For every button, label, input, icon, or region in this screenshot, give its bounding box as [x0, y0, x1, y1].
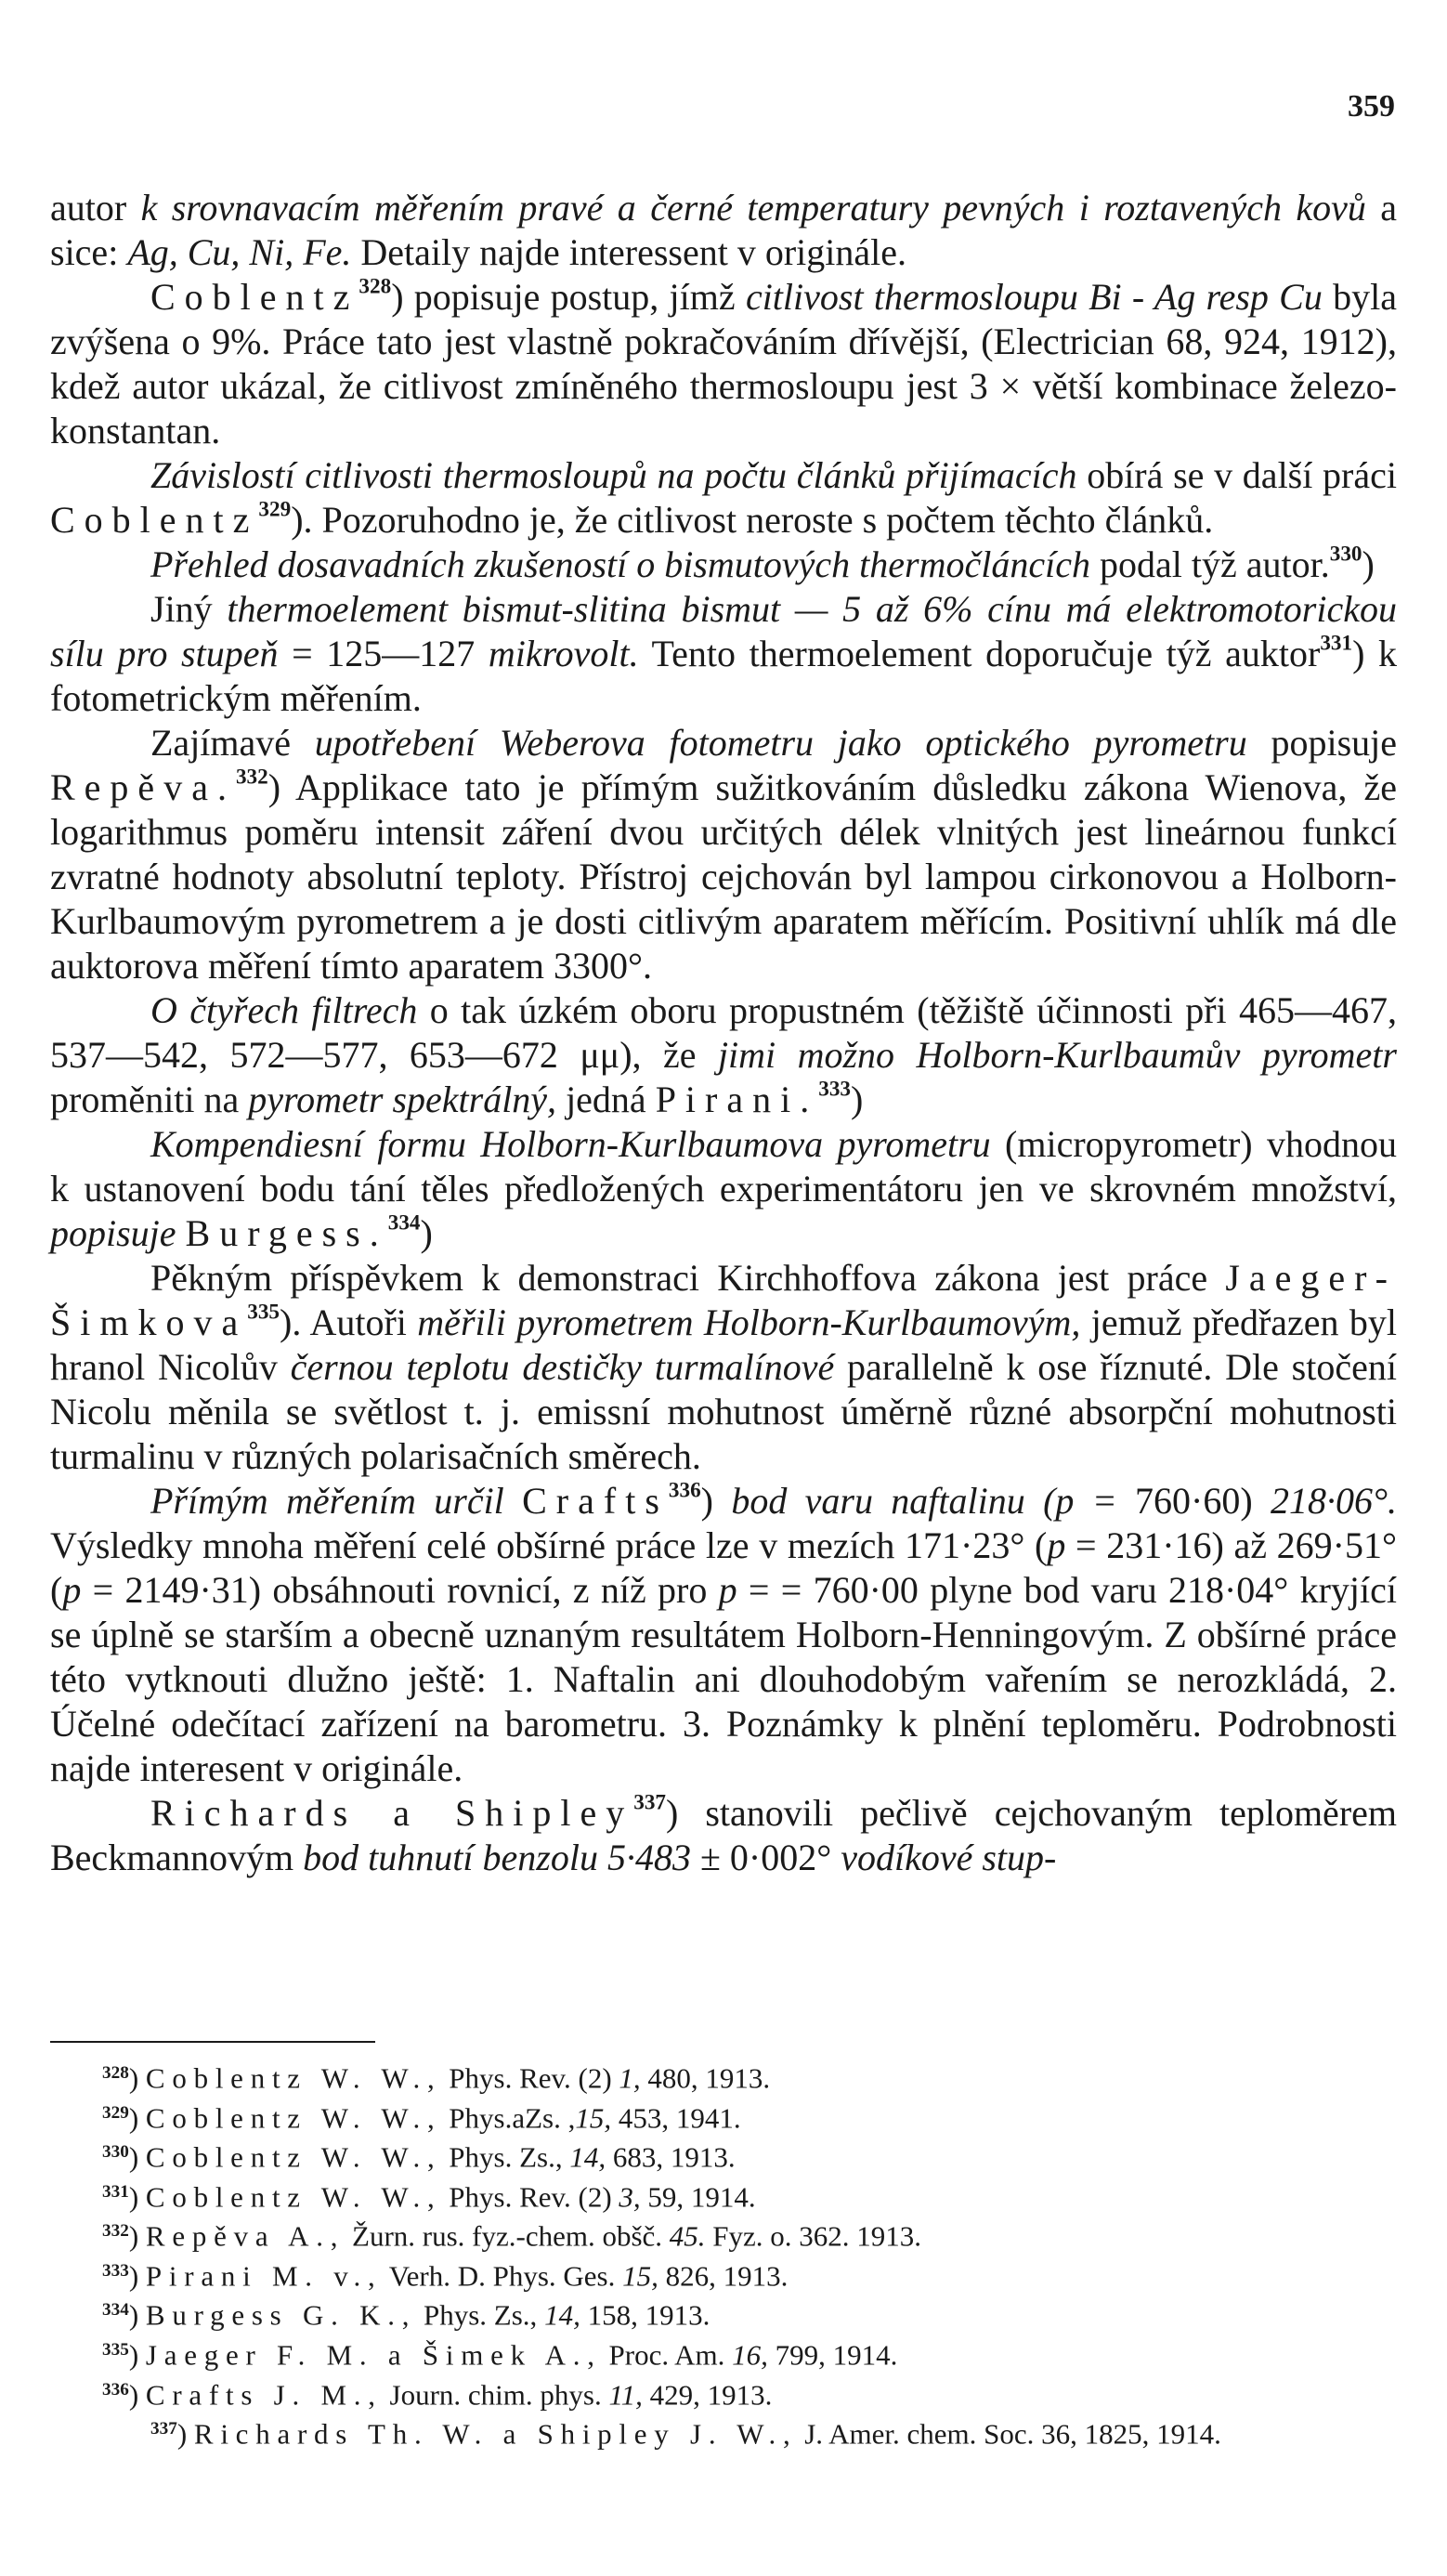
text-run: podal týž autor.: [1090, 543, 1330, 585]
footnote-number: 330: [102, 2142, 129, 2163]
text-run: ): [851, 1079, 864, 1120]
paragraph: [50, 1122, 1397, 1256]
footnote-paren: ): [128, 2298, 146, 2332]
footnote: [50, 2135, 1397, 2175]
footnote-reference: 799, 1914.: [767, 2338, 898, 2372]
paragraph: [50, 543, 1397, 587]
footnote-author: Richards Th. W. a Shipley J. W.,: [193, 2417, 798, 2451]
footnote-reference: Proc. Am.: [601, 2338, 733, 2372]
footnote-author: Burgess G. K.,: [145, 2298, 417, 2332]
text-run: pyrometr spektrálný,: [248, 1079, 557, 1120]
text-run: byla zvýšena o 9%. Práce tato jest vlastně pokračováním dřívější, (Electrician 68, 924, 1912), kdež autor ukázal, že citlivost zmíněného thermosloupu jest 3 × větší kombinace železo-konstantan.: [50, 276, 1397, 451]
paragraph: [50, 275, 1397, 453]
text-run: ± 0·002°: [690, 1837, 841, 1878]
footnote-reference: 59, 1914.: [640, 2180, 756, 2214]
text-run: ) k fotometrickým měřením.: [50, 633, 1398, 719]
footnote-reference: 480, 1913.: [640, 2061, 771, 2095]
text-run: = 2149·31) obsáhnouti rovnicí, z níž pro: [81, 1569, 719, 1611]
text-run: Ag, Cu, Ni, Fe.: [127, 231, 352, 273]
text-run: [504, 1480, 522, 1522]
footnote: [50, 2214, 1397, 2254]
paragraph: [50, 1479, 1397, 1791]
text-run: ) Applikace tato je přímým sužitkováním důsledku zákona Wienova, že logarithmus poměru intensit záření dvou určitých délek vlnitých jest lineárnou funkcí zvratné hodnoty absolutní teploty. Přístroj cejchován byl lampou cirkonovou a Holborn-Kurlbaumovým pyrometrem a je dosti citlivým aparatem měřícím. Positivní uhlík má dle auktorova měření tímto aparatem 3300°.: [50, 766, 1397, 987]
text-run: popisuje: [1246, 722, 1398, 764]
footnote-number: 333: [102, 2260, 129, 2281]
footnote-ref: 330: [1329, 542, 1362, 567]
text-run: ) popisuje postup, jímž: [391, 276, 746, 318]
footnote-ref: 337: [633, 1790, 667, 1815]
page-number: 359: [1348, 89, 1395, 124]
footnote: [50, 2333, 1397, 2373]
footnote-reference: Žurn. rus. fyz.-chem. obšč.: [345, 2219, 670, 2253]
text-run: jemuž předřazen byl hranol Nicolův: [50, 1301, 1398, 1388]
footnote-author: Coblentz W. W.,: [145, 2180, 442, 2214]
text-run: Závislostí citlivosti thermosloupů na počtu článků přijímacích: [150, 454, 1077, 496]
footnote-ref: 332: [235, 765, 268, 790]
footnote-ref: 329: [258, 497, 292, 522]
footnote-ref: 334: [387, 1210, 421, 1236]
text-run: citlivost thermosloupu Bi - Ag resp Cu: [745, 276, 1323, 318]
author-name: Coblentz: [150, 276, 359, 318]
text-run: Kompendiesní formu Holborn-Kurlbaumova pyrometru: [150, 1123, 991, 1165]
paragraph: [50, 721, 1397, 988]
footnote-number: 331: [102, 2181, 129, 2202]
footnote-reference: Phys. Zs.,: [441, 2140, 570, 2174]
footnote-reference: 45.: [669, 2219, 706, 2253]
footnote-author: Jaeger F. M. a Šimek A.,: [145, 2338, 602, 2372]
author-name: Crafts: [522, 1480, 669, 1522]
footnote-reference: Fyz. o. 362. 1913.: [705, 2219, 922, 2253]
footnote-reference: 14,: [569, 2140, 606, 2174]
footnote-paren: ): [128, 2219, 146, 2253]
footnote-reference: 453, 1941.: [611, 2101, 741, 2135]
text-run: černou teplotu destičky turmalínové: [290, 1346, 835, 1388]
text-run: Detaily najde interessent v originále.: [351, 231, 906, 273]
footnote-author: Pirani M. v.,: [145, 2259, 383, 2293]
text-run: jedná: [556, 1079, 656, 1120]
text-run: o tak úzkém oboru propustném (těžiště účinnosti při 465—467, 537—542, 572—577, 653—672 μμ), že: [50, 989, 1397, 1076]
footnote: [50, 2254, 1397, 2294]
text-run: a sice:: [50, 187, 1397, 273]
footnotes: [50, 2056, 1397, 2452]
text-run: = 231·16) až 269·51° (: [50, 1524, 1397, 1611]
footnote-number: 335: [102, 2339, 129, 2360]
footnote: [50, 2293, 1397, 2333]
footnote-ref: 331: [1320, 631, 1353, 656]
footnote-number: 328: [102, 2063, 129, 2083]
footnote: [50, 2412, 1397, 2452]
footnote-ref: 333: [818, 1077, 852, 1102]
footnote-reference: 15,: [575, 2101, 612, 2135]
text-run: ) stanovili pečlivě cejchovaným teploměrem Beckmannovým: [50, 1792, 1397, 1878]
text-run: vodíkové stup-: [841, 1837, 1057, 1878]
footnote-reference: 1,: [619, 2061, 641, 2095]
author-name: Coblentz: [50, 499, 259, 541]
text-run: O čtyřech filtrech: [150, 989, 418, 1031]
text-run: ): [1362, 543, 1375, 585]
body-text: [50, 186, 1397, 1880]
author-name: Burgess.: [185, 1212, 388, 1254]
footnote-paren: ): [128, 2101, 146, 2135]
footnote-divider: [50, 2041, 375, 2043]
footnote-reference: Phys.aZs. ,: [441, 2101, 576, 2135]
author-name: Pirani.: [655, 1079, 819, 1120]
footnote-reference: 429, 1913.: [642, 2378, 773, 2412]
footnote-reference: 3,: [619, 2180, 641, 2214]
footnote-reference: 158, 1913.: [580, 2298, 710, 2332]
text-run: Přehled dosavadních zkušeností o bismutových thermočláncích: [150, 543, 1090, 585]
footnote-reference: 15,: [622, 2259, 658, 2293]
text-run: p: [1047, 1524, 1066, 1566]
footnote-reference: Phys. Rev. (2): [441, 2061, 619, 2095]
footnote-number: 332: [102, 2221, 129, 2242]
author-name: Jaeger-Šimkova: [50, 1257, 1397, 1343]
footnote-reference: Phys. Rev. (2): [441, 2180, 619, 2214]
text-run: autor: [50, 187, 141, 229]
text-run: Přímým měřením určil: [150, 1480, 504, 1522]
text-run: Tento thermoelement doporučuje týž auktor: [638, 633, 1321, 674]
footnote-number: 336: [102, 2379, 129, 2399]
footnote-paren: ): [128, 2378, 146, 2412]
text-run: měřili pyrometrem Holborn-Kurlbaumovým,: [417, 1301, 1081, 1343]
text-run: [176, 1212, 186, 1254]
footnote: [50, 2056, 1397, 2096]
text-run: ). Autoři: [280, 1301, 418, 1343]
text-run: (micropyrometr) vhodnou k ustanovení bodu tání těles předložených experimentátoru jen ve skrovném množství,: [50, 1123, 1397, 1210]
footnote-reference: 683, 1913.: [606, 2140, 736, 2174]
footnote-reference: 16,: [732, 2338, 768, 2372]
text-run: 218·06°.: [1271, 1480, 1397, 1522]
footnote-author: Coblentz W. W.,: [145, 2140, 442, 2174]
author-name: Richards a Shipley: [150, 1792, 634, 1834]
footnote-paren: ): [128, 2259, 146, 2293]
text-run: ): [700, 1480, 732, 1522]
text-run: Zajímavé: [150, 722, 315, 764]
footnote: [50, 2373, 1397, 2413]
paragraph: [50, 1256, 1397, 1479]
footnote-author: Coblentz W. W.,: [145, 2101, 442, 2135]
footnote-reference: Verh. D. Phys. Ges.: [382, 2259, 623, 2293]
footnote-ref: 335: [247, 1300, 280, 1325]
paragraph: [50, 587, 1397, 721]
paragraph: [50, 453, 1397, 543]
text-run: obírá se v další práci: [1076, 454, 1398, 496]
author-name: Repěva.: [50, 766, 236, 808]
text-run: parallelně k ose říznuté. Dle stočení Nicolu měnila se světlost t. j. emissní mohutnost úměrně různé absorpční mohutnosti turmalinu v různých polarisačních směrech.: [50, 1346, 1397, 1477]
footnote-reference: J. Amer. chem. Soc. 36, 1825, 1914.: [797, 2417, 1221, 2451]
footnote: [50, 2175, 1397, 2215]
text-run: bod tuhnutí benzolu 5·483: [303, 1837, 691, 1878]
footnote-paren: ): [128, 2338, 146, 2372]
paragraph: [50, 186, 1397, 275]
footnote-paren: ): [176, 2417, 194, 2451]
text-run: jimi možno Holborn-Kurlbaumův pyrometr: [717, 1034, 1397, 1076]
footnote-reference: Journ. chim. phys.: [382, 2378, 609, 2412]
text-run: p: [718, 1569, 737, 1611]
text-run: upotřebení Weberova fotometru jako optického pyrometru: [314, 722, 1247, 764]
text-run: Jiný: [150, 588, 228, 630]
footnote-paren: ): [128, 2061, 146, 2095]
footnote-number: 334: [102, 2300, 129, 2321]
footnote-reference: 14,: [544, 2298, 580, 2332]
footnote-author: Repěva A.,: [145, 2219, 345, 2253]
text-run: p: [62, 1569, 82, 1611]
text-run: thermoelement bismut-slitina bismut — 5 až 6% cínu má elektromotorickou sílu pro stupeň: [50, 588, 1397, 674]
footnote-paren: ): [128, 2140, 146, 2174]
footnote-reference: Phys. Zs.,: [416, 2298, 545, 2332]
text-run: 760·60): [1135, 1480, 1271, 1522]
footnote-author: Coblentz W. W.,: [145, 2061, 442, 2095]
footnote-number: 337: [150, 2419, 177, 2439]
text-run: = 125—127: [278, 633, 489, 674]
text-run: popisuje: [50, 1212, 176, 1254]
paragraph: [50, 1791, 1397, 1880]
text-run: proměniti na: [50, 1079, 249, 1120]
footnote-number: 329: [102, 2102, 129, 2123]
paragraph: [50, 988, 1397, 1122]
text-run: = = 760·00 plyne bod varu 218·04° kryjící se úplně se starším a obecně uznaným resultátem Holborn-Henningovým. Z obšírné práce této vytknouti dlužno ještě: 1. Naftalin ani dlouhodobým vařením se nerozkládá, 2. Účelné odečítací zařízení na barometru. 3. Poznámky k plnění teploměru. Podrobnosti najde interesent v originále.: [50, 1569, 1397, 1789]
text-run: ). Pozoruhodno je, že citlivost neroste s počtem těchto článků.: [291, 499, 1214, 541]
footnote-paren: ): [128, 2180, 146, 2214]
text-run: Výsledky mnoha měření celé obšírné práce lze v mezích 171·23° (: [50, 1524, 1048, 1566]
text-run: Pěkným příspěvkem k demonstraci Kirchhoffova zákona jest práce: [150, 1257, 1226, 1299]
footnote-author: Crafts J. M.,: [145, 2378, 383, 2412]
footnote: [50, 2096, 1397, 2136]
text-run: k srovnavacím měřením pravé a černé temperatury pevných i roztavených kovů: [140, 187, 1366, 229]
footnote-reference: 826, 1913.: [658, 2259, 789, 2293]
text-run: bod varu naftalinu (p =: [731, 1480, 1136, 1522]
footnote-reference: 11,: [608, 2378, 643, 2412]
footnote-ref: 328: [358, 274, 392, 299]
text-run: ): [420, 1212, 433, 1254]
footnote-ref: 336: [668, 1478, 701, 1503]
text-run: mikrovolt.: [488, 633, 639, 674]
